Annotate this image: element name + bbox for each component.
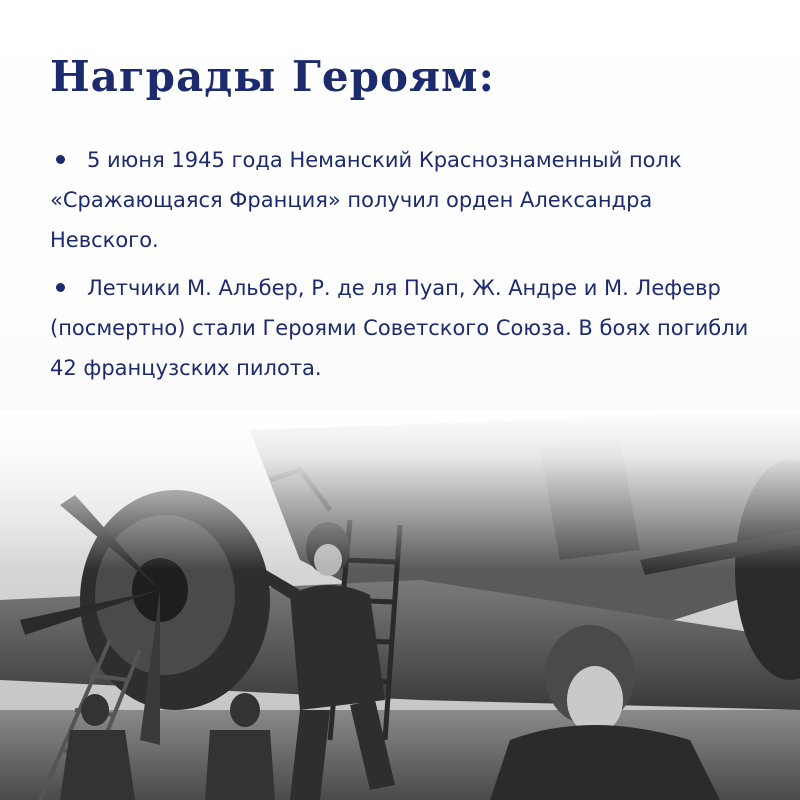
bullet-list [50, 140, 750, 396]
bullet-item [50, 268, 750, 388]
bullet-dot-icon [56, 283, 65, 292]
bullet-text: Летчики М. Альбер, Р. де ля Пуап, Ж. Андре и М. Лефевр (посмертно) стали Героями Советского Союза. В боях погибли 42 французских пилота. [50, 276, 749, 380]
bullet-text: 5 июня 1945 года Неманский Краснознаменный полк «Сражающаяся Франция» получил орден Александра Невского. [50, 148, 682, 252]
historical-photo [0, 410, 800, 800]
bullet-dot-icon [56, 155, 65, 164]
bullet-item [50, 140, 750, 260]
page-title: Награды Героям: [50, 52, 496, 101]
